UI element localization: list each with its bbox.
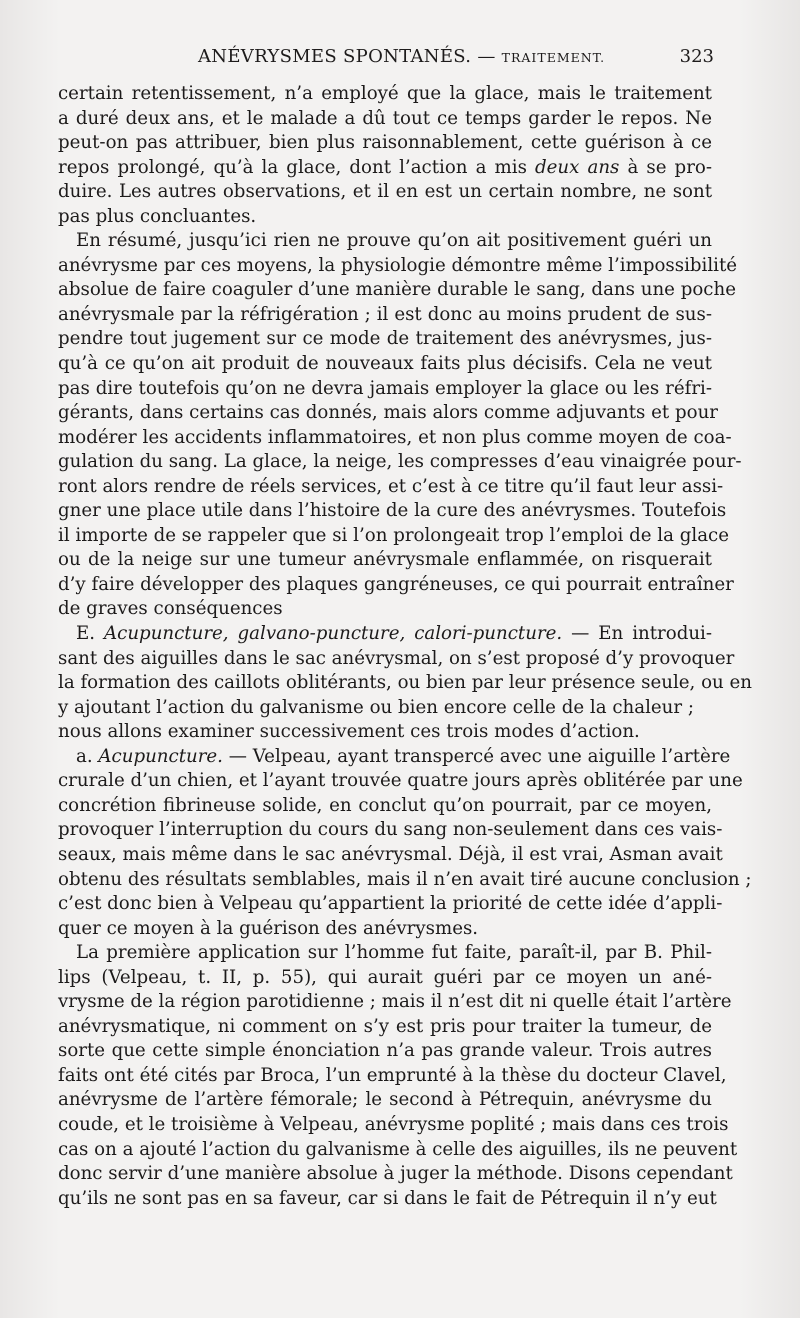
text-line: il importe de se rappeler que si l’on prolongeait trop l’emploi de la glace [58,524,729,546]
running-head-title [198,46,605,67]
text-line: c’est donc bien à Velpeau qu’appartient la priorité de cette idée d’appli- [58,893,723,915]
text-line: vrysme de la région parotidienne ; mais il n’est dit ni quelle était l’artère [58,991,732,1013]
header-title-text: ANÉVRYSMES SPONTANÉS. [198,46,472,67]
text-line: La première application sur l’homme fut faite, paraît-il, par B. Phil- [76,942,712,964]
text-line: d’y faire développer des plaques gangréneuses, ce qui pourrait entraîner [58,573,734,595]
body-text [58,82,753,1211]
header-dash: — [471,46,502,67]
text-line: anévrysme par ces moyens, la physiologie démontre même l’impossibilité [58,254,738,276]
text-line: sant des aiguilles dans le sac anévrysmal, on s’est proposé d’y provoquer [58,647,735,669]
text-line: gulation du sang. La glace, la neige, les compresses d’eau vinaigrée pour- [58,451,742,473]
text-line: quer ce moyen à la guérison des anévrysmes. [58,917,479,939]
text-line: a. Acupuncture. — Velpeau, ayant transpercé avec une aiguille l’artère [76,745,731,767]
text-line: cas on a ajouté l’action du galvanisme à celle des aiguilles, ils ne peuvent [58,1138,738,1160]
text-line: lips (Velpeau, t. II, p. 55), qui aurait guéri par ce moyen un ané- [58,966,712,988]
emphasis: Acupuncture, galvano-puncture, calori-puncture. [104,623,563,645]
header-subtitle: TRAITEMENT. [501,50,606,65]
text-line: provoquer l’interruption du cours du sang non-seulement dans ces vais- [58,819,723,841]
text-line: absolue de faire coaguler d’une manière durable le sang, dans une poche [58,279,736,301]
text-line: ront alors rendre de réels services, et c’est à ce titre qu’il faut leur assi- [58,475,724,497]
text-line: pas plus concluantes. [58,205,257,227]
text-line: modérer les accidents inflammatoires, et non plus comme moyen de coa- [58,426,732,448]
text-line: faits ont été cités par Broca, l’un emprunté à la thèse du docteur Clavel, [58,1064,727,1086]
text-line: a duré deux ans, et le malade a dû tout ce temps garder le repos. Ne [58,107,712,129]
text-line: crurale d’un chien, et l’ayant trouvée quatre jours après oblitérée par une [58,770,743,792]
text-line: gner une place utile dans l’histoire de la cure des anévrysmes. Toutefois [58,500,727,522]
text-line: pas dire toutefois qu’on ne devra jamais employer la glace ou les réfri- [58,377,712,399]
text-line: de graves conséquences [58,598,283,620]
text-line: gérants, dans certains cas donnés, mais alors comme adjuvants et pour [58,402,718,424]
text-line: peut-on pas attribuer, bien plus raisonnablement, cette guérison à ce [58,132,712,154]
text-line: coude, et le troisième à Velpeau, anévrysme poplité ; mais dans ces trois [58,1113,729,1135]
text-line: nous allons examiner successivement ces trois modes d’action. [58,721,640,743]
text-line: repos prolongé, qu’à la glace, dont l’action a mis deux ans à se pro- [58,156,712,178]
text-line: seaux, mais même dans le sac anévrysmal. Déjà, il est vrai, Asman avait [58,843,723,865]
text-line: E. Acupuncture, galvano-puncture, calori-puncture. — En introdui- [76,623,713,645]
text-line: donc servir d’une manière absolue à juger la méthode. Disons cependant [58,1163,733,1185]
page-number: 323 [679,46,714,67]
text-line: certain retentissement, n’a employé que la glace, mais le traitement [58,83,712,104]
text-line: ou de la neige sur une tumeur anévrysmale enflammée, on risquerait [58,549,712,571]
text-line: sorte que cette simple énonciation n’a pas grande valeur. Trois autres [58,1040,712,1062]
text-line: concrétion fibrineuse solide, en conclut qu’on pourrait, par ce moyen, [58,794,712,816]
text-line: En résumé, jusqu’ici rien ne prouve qu’on ait positivement guéri un [76,230,712,252]
text-line: qu’ils ne sont pas en sa faveur, car si dans le fait de Pétrequin il n’y eut [58,1187,717,1209]
text-line: la formation des caillots oblitérants, ou bien par leur présence seule, ou en [58,672,753,694]
emphasis: Acupuncture. [98,745,223,767]
text-line: pendre tout jugement sur ce mode de traitement des anévrysmes, jus- [58,328,712,350]
text-line: obtenu des résultats semblables, mais il n’en avait tiré aucune conclusion ; [58,868,752,890]
text-line: qu’à ce qu’on ait produit de nouveaux faits plus décisifs. Cela ne veut [58,353,712,375]
text-line: duire. Les autres observations, et il en est un certain nombre, ne sont [58,181,712,203]
running-head [58,46,714,72]
text-line: anévrysmatique, ni comment on s’y est pris pour traiter la tumeur, de [58,1015,712,1037]
emphasis: deux ans [535,156,620,178]
text-line: y ajoutant l’action du galvanisme ou bien encore celle de la chaleur ; [58,696,694,718]
text-line: anévrysme de l’artère fémorale; le second à Pétrequin, anévrysme du [58,1089,712,1111]
text-line: anévrysmale par la réfrigération ; il est donc au moins prudent de sus- [58,303,712,325]
